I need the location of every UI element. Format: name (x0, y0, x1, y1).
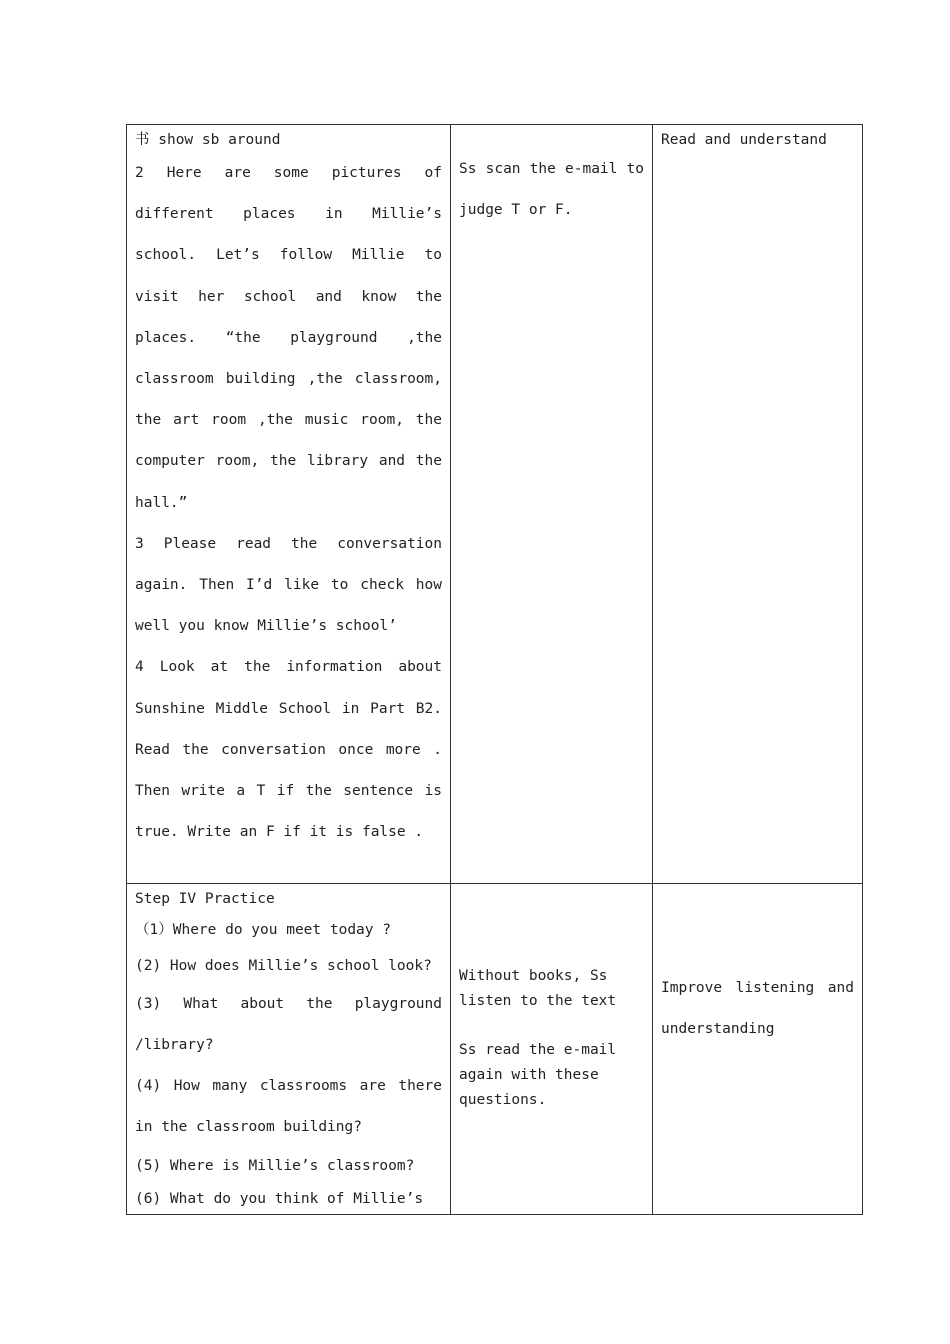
student-activity-line: Ss read the e-mail (459, 1042, 617, 1058)
student-activity-line: Without books, Ss (459, 968, 608, 984)
question-3: (3) What about the playground /library? (135, 996, 442, 1053)
activity-item-4: 4 Look at the information about Sunshine Middle School in Part B2. Read the conversation once more . Then write a T if the sentence is true. Write an F if it is false . (135, 659, 442, 841)
purpose-text: Improve listening and understanding (661, 980, 854, 1037)
purpose-text: Read and understand (661, 132, 827, 148)
activity-line: 书 show sb around (135, 132, 281, 148)
purpose-cell (653, 125, 863, 884)
activity-item-3: 3 Please read the conversation again. Then I’d like to check how well you know Millie’s school’ (135, 535, 442, 635)
table-row (127, 884, 863, 1215)
question-6: (6) What do you think of Millie’s (135, 1191, 424, 1207)
question-5: (5) Where is Millie’s classroom? (135, 1158, 415, 1174)
teacher-activity-cell (127, 125, 451, 884)
student-activity-line: again with these (459, 1067, 599, 1083)
student-activity-line: questions. (459, 1092, 547, 1108)
student-activity-cell (451, 884, 653, 1215)
activity-item-2: 2 Here are some pictures of different places in Millie’s school. Let’s follow Millie to visit her school and know the places. “the playground ,the classroom building ,the classroom, the art room ,the music room, the computer room, the library and the hall.” (135, 165, 442, 511)
student-activity-cell (451, 125, 653, 884)
question-1: （1）Where do you meet today ? (135, 922, 391, 938)
student-activity-text: Ss scan the e-mail to judge T or F. (459, 161, 644, 218)
student-activity-line: listen to the text (459, 993, 617, 1009)
lesson-plan-table (126, 124, 863, 1215)
question-2: (2) How does Millie’s school look? (135, 958, 432, 974)
table-row (127, 125, 863, 884)
step-heading: Step IV Practice (135, 891, 275, 907)
purpose-cell (653, 884, 863, 1215)
teacher-activity-cell (127, 884, 451, 1215)
question-4: (4) How many classrooms are there in the classroom building? (135, 1078, 442, 1135)
